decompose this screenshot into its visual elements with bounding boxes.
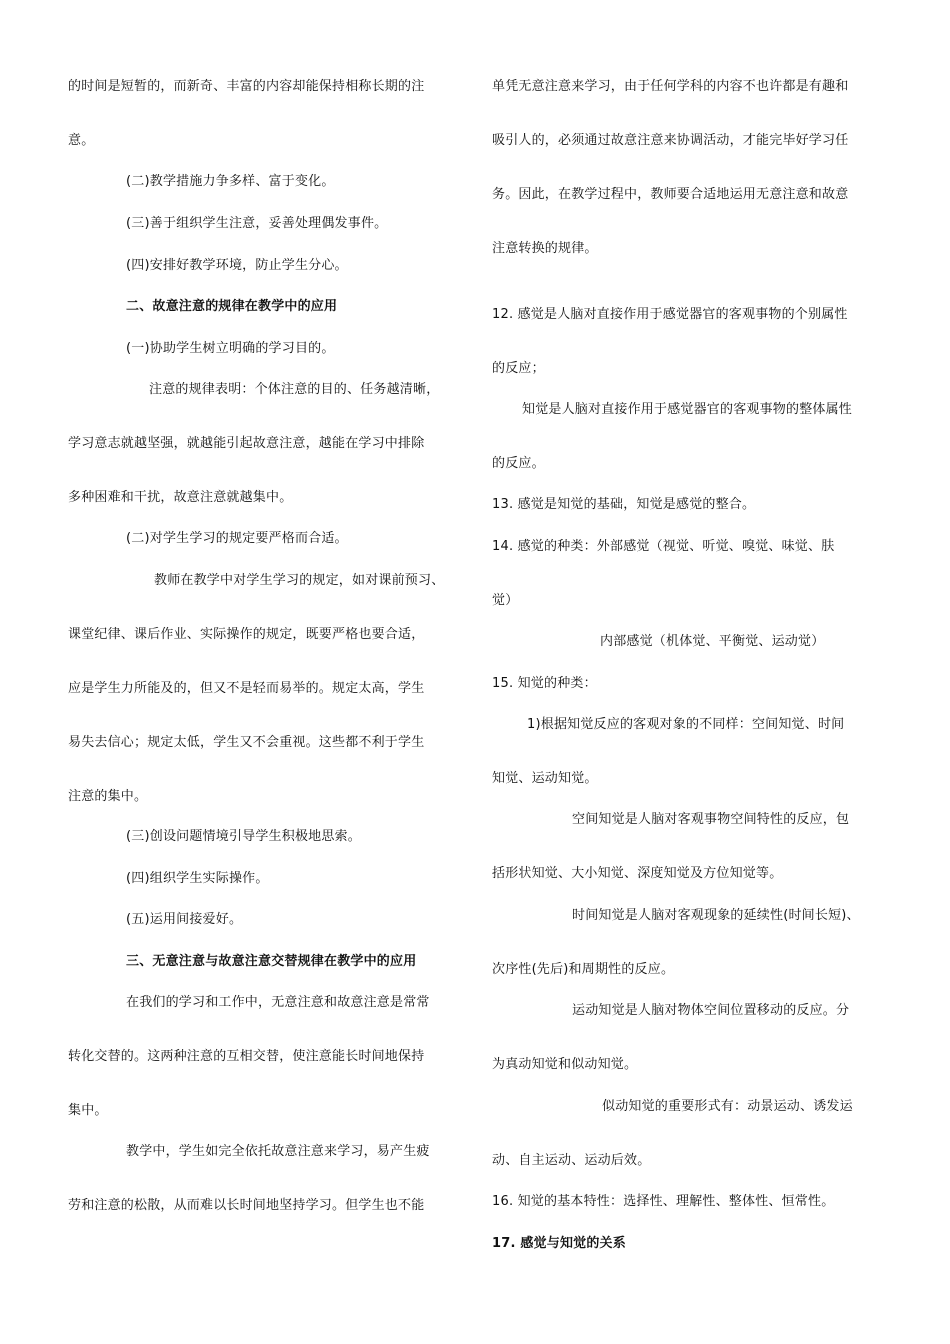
text-line: (二)教学措施力争多样、富于变化。 [126, 174, 335, 189]
text-line: 教学中，学生如完全依托故意注意来学习，易产生疲 [126, 1144, 430, 1159]
text-line: 时间知觉是人脑对客观现象的延续性(时间长短)、 [572, 908, 860, 923]
numbered-item-heading: 17. 感觉与知觉的关系 [492, 1236, 626, 1251]
text-line: (四)组织学生实际操作。 [126, 871, 269, 886]
text-line: 务。因此，在教学过程中，教师要合适地运用无意注意和故意 [492, 187, 849, 202]
section-heading: 三、无意注意与故意注意交替规律在教学中的应用 [126, 954, 417, 969]
text-line: (一)协助学生树立明确的学习目的。 [126, 341, 335, 356]
numbered-item: 14. 感觉的种类：外部感觉（视觉、听觉、嗅觉、味觉、肤 [492, 539, 835, 554]
text-line: (五)运用间接爱好。 [126, 912, 243, 927]
numbered-item: 13. 感觉是知觉的基础，知觉是感觉的整合。 [492, 497, 756, 512]
numbered-item: 12. 感觉是人脑对直接作用于感觉器官的客观事物的个别属性 [492, 307, 848, 322]
text-line: 劳和注意的松散，从而难以长时间地坚持学习。但学生也不能 [68, 1198, 425, 1213]
text-line: 在我们的学习和工作中，无意注意和故意注意是常常 [126, 995, 430, 1010]
section-heading: 二、故意注意的规律在教学中的应用 [126, 299, 338, 314]
text-line: 教师在教学中对学生学习的规定，如对课前预习、 [154, 573, 445, 588]
text-line: 运动知觉是人脑对物体空间位置移动的反应。分 [572, 1003, 850, 1018]
text-line: (二)对学生学习的规定要严格而合适。 [126, 531, 348, 546]
text-line: 单凭无意注意来学习，由于任何学科的内容不也许都是有趣和 [492, 79, 849, 94]
text-line: 的时间是短暂的，而新奇、丰富的内容却能保持相称长期的注 [68, 79, 425, 94]
text-line: 集中。 [68, 1103, 108, 1118]
text-line: 应是学生力所能及的，但又不是轻而易举的。规定太高，学生 [68, 681, 425, 696]
numbered-item: 16. 知觉的基本特性：选择性、理解性、整体性、恒常性。 [492, 1194, 835, 1209]
text-line: 转化交替的。这两种注意的互相交替，使注意能长时间地保持 [68, 1049, 425, 1064]
text-line: 似动知觉的重要形式有：动景运动、诱发运 [602, 1099, 853, 1114]
text-line: (三)善于组织学生注意，妥善处理偶发事件。 [126, 216, 388, 231]
text-line: 知觉、运动知觉。 [492, 771, 598, 786]
text-line: 觉） [492, 593, 519, 608]
text-line: 内部感觉（机体觉、平衡觉、运动觉） [600, 634, 825, 649]
text-line: 空间知觉是人脑对客观事物空间特性的反应，包 [572, 812, 850, 827]
numbered-item: 15. 知觉的种类： [492, 676, 597, 691]
text-line: 注意的规律表明：个体注意的目的、任务越清晰， [149, 382, 440, 397]
text-line: 注意的集中。 [68, 789, 148, 804]
text-line: 注意转换的规律。 [492, 241, 598, 256]
text-line: 意。 [68, 133, 95, 148]
text-line: 为真动知觉和似动知觉。 [492, 1057, 638, 1072]
text-line: 括形状知觉、大小知觉、深度知觉及方位知觉等。 [492, 866, 783, 881]
text-line: 易失去信心；规定太低，学生又不会重视。这些都不利于学生 [68, 735, 425, 750]
text-line: 的反应。 [492, 456, 545, 471]
text-line: (四)安排好教学环境，防止学生分心。 [126, 258, 348, 273]
text-line: 的反应； [492, 361, 545, 376]
text-line: 动、自主运动、运动后效。 [492, 1153, 651, 1168]
text-line: 1)根据知觉反应的客观对象的不同样：空间知觉、时间 [527, 717, 845, 732]
text-line: 次序性(先后)和周期性的反应。 [492, 962, 675, 977]
text-line: 吸引人的，必须通过故意注意来协调活动，才能完毕好学习任 [492, 133, 849, 148]
text-line: 多种困难和干扰，故意注意就越集中。 [68, 490, 293, 505]
text-line: 知觉是人脑对直接作用于感觉器官的客观事物的整体属性 [522, 402, 853, 417]
text-line: (三)创设问题情境引导学生积极地思索。 [126, 829, 361, 844]
text-line: 学习意志就越坚强，就越能引起故意注意，越能在学习中排除 [68, 436, 425, 451]
text-line: 课堂纪律、课后作业、实际操作的规定，既要严格也要合适， [68, 627, 425, 642]
